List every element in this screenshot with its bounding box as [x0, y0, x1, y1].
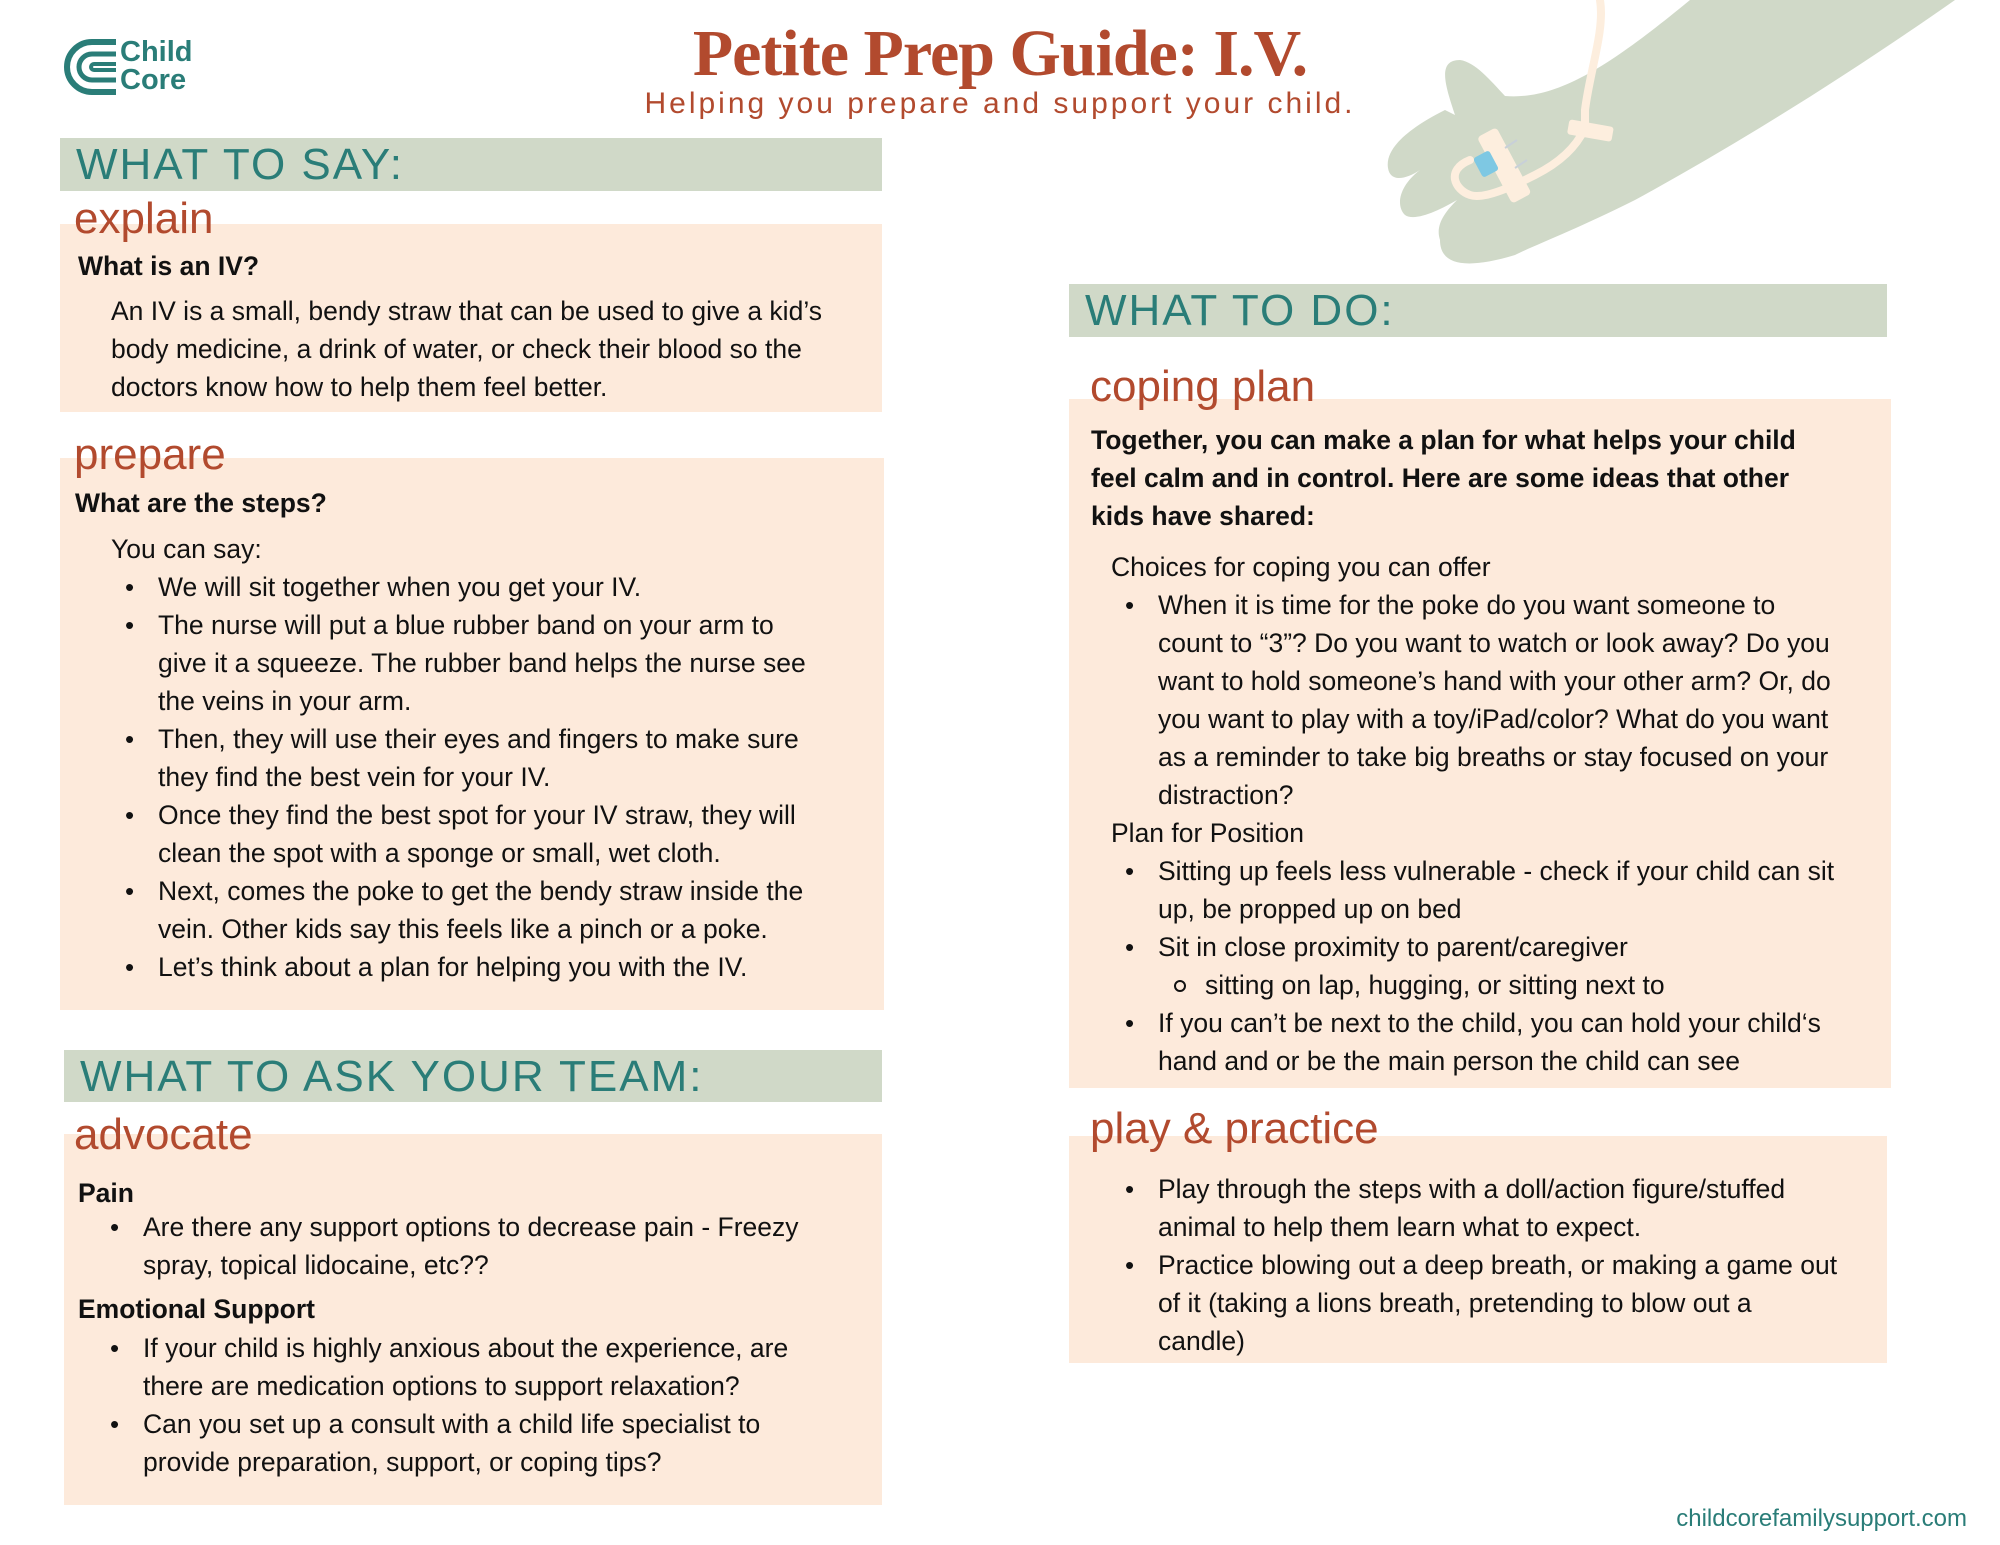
- position-label: Plan for Position: [1111, 818, 1304, 848]
- logo-line-1: Child: [120, 36, 193, 68]
- text-line: give it a squeeze. The rubber band helps the nurse see: [158, 648, 806, 678]
- intro-line: Together, you can make a plan for what helps your child: [1091, 425, 1796, 455]
- text-line: sitting on lap, hugging, or sitting next to: [1205, 970, 1665, 1000]
- list-item: [1111, 586, 1881, 814]
- text-line: animal to help them learn what to expect.: [1158, 1212, 1642, 1242]
- list-item: [111, 720, 871, 796]
- list-item: [111, 568, 871, 606]
- text-line: • Play through the steps with a doll/action figure/stuffed: [1158, 1174, 1786, 1204]
- list-item: [111, 948, 871, 986]
- text-line: • Next, comes the poke to get the bendy straw inside the: [158, 876, 804, 906]
- page-subtitle: Helping you prepare and support your child.: [644, 87, 1356, 120]
- page-title: Petite Prep Guide: I.V.: [692, 17, 1308, 90]
- coping-plan-intro: [1091, 421, 1796, 535]
- list-item: [1111, 928, 1881, 1004]
- explain-line: An IV is a small, bendy straw that can be used to give a kid’s: [111, 296, 822, 326]
- list-item: [96, 1405, 866, 1481]
- section-bar-what-to-say: [60, 138, 882, 191]
- play-practice-title: play & practice: [1090, 1104, 1379, 1153]
- explain-line: doctors know how to help them feel better.: [111, 372, 608, 402]
- text-line: clean the spot with a sponge or small, wet cloth.: [158, 838, 721, 868]
- text-line: vein. Other kids say this feels like a pinch or a poke.: [158, 914, 768, 944]
- text-line: • Are there any support options to decrease pain - Freezy: [143, 1212, 799, 1242]
- sub-list-item: [1158, 966, 1881, 1004]
- position-list: [1111, 852, 1881, 1080]
- text-line: want to hold someone’s hand with your other arm? Or, do: [1158, 666, 1831, 696]
- list-item: [111, 606, 871, 720]
- section-heading: WHAT TO SAY:: [76, 140, 405, 189]
- text-line: count to “3”? Do you want to watch or look away? Do you: [1158, 628, 1830, 658]
- text-line: • Let’s think about a plan for helping you with the IV.: [158, 952, 748, 982]
- pain-list: [96, 1208, 866, 1284]
- text-line: • The nurse will put a blue rubber band on your arm to: [158, 610, 774, 640]
- section-bar-what-to-ask: [64, 1050, 882, 1102]
- text-line: you want to play with a toy/iPad/color? What do you want: [1158, 704, 1829, 734]
- website-link[interactable]: childcorefamilysupport.com: [1676, 1505, 1967, 1532]
- text-line: distraction?: [1158, 780, 1294, 810]
- text-line: • Once they find the best spot for your IV straw, they will: [158, 800, 796, 830]
- intro-line: feel calm and in control. Here are some ideas that other: [1091, 463, 1790, 493]
- prepare-question: What are the steps?: [75, 488, 327, 518]
- text-line: they find the best vein for your IV.: [158, 762, 551, 792]
- prepare-intro: You can say:: [111, 534, 262, 564]
- text-line: up, be propped up on bed: [1158, 894, 1462, 924]
- text-line: as a reminder to take big breaths or stay focused on your: [1158, 742, 1829, 772]
- text-line: candle): [1158, 1326, 1245, 1356]
- list-item: [96, 1208, 866, 1284]
- text-line: • Sit in close proximity to parent/caregiver: [1158, 932, 1628, 962]
- text-line: • Can you set up a consult with a child life specialist to: [143, 1409, 761, 1439]
- text-line: spray, topical lidocaine, etc??: [143, 1250, 489, 1280]
- list-item: [111, 796, 871, 872]
- list-item: [111, 872, 871, 948]
- logo-line-2: Core: [120, 64, 187, 96]
- section-heading: WHAT TO DO:: [1085, 286, 1395, 335]
- text-line: • If your child is highly anxious about the experience, are: [143, 1333, 789, 1363]
- hand-with-iv-icon: [1385, 0, 2000, 265]
- coping-plan-title: coping plan: [1090, 362, 1316, 411]
- text-line: hand and or be the main person the child can see: [1158, 1046, 1740, 1076]
- pain-label: Pain: [78, 1178, 134, 1208]
- text-line: • If you can’t be next to the child, you can hold your child‘s: [1158, 1008, 1821, 1038]
- explain-body: [111, 292, 822, 406]
- section-heading: WHAT TO ASK YOUR TEAM:: [80, 1052, 704, 1101]
- emotional-support-list: [96, 1329, 866, 1481]
- text-line: of it (taking a lions breath, pretending to blow out a: [1158, 1288, 1752, 1318]
- choices-list: [1111, 586, 1881, 814]
- arm-shape: [1388, 0, 1955, 263]
- prepare-steps-list: [111, 568, 871, 986]
- explain-question: What is an IV?: [78, 251, 260, 281]
- text-line: • Then, they will use their eyes and fingers to make sure: [158, 724, 799, 754]
- list-item: [1111, 852, 1881, 928]
- text-line: • Sitting up feels less vulnerable - check if your child can sit: [1158, 856, 1835, 886]
- list-item: [1111, 1170, 1881, 1246]
- prepare-title: prepare: [74, 430, 226, 479]
- choices-label: Choices for coping you can offer: [1111, 552, 1491, 582]
- intro-line: kids have shared:: [1091, 501, 1315, 531]
- emotional-support-label: Emotional Support: [78, 1294, 316, 1324]
- play-practice-list: [1111, 1170, 1881, 1360]
- section-bar-what-to-do: [1069, 284, 1887, 337]
- text-line: • Practice blowing out a deep breath, or making a game out: [1158, 1250, 1838, 1280]
- text-line: • When it is time for the poke do you want someone to: [1158, 590, 1776, 620]
- advocate-title: advocate: [74, 1110, 253, 1159]
- explain-line: body medicine, a drink of water, or check their blood so the: [111, 334, 802, 364]
- text-line: the veins in your arm.: [158, 686, 412, 716]
- list-item: [1111, 1246, 1881, 1360]
- list-item: [96, 1329, 866, 1405]
- text-line: provide preparation, support, or coping tips?: [143, 1447, 662, 1477]
- list-item: [1111, 1004, 1881, 1080]
- text-line: • We will sit together when you get your IV.: [158, 572, 642, 602]
- explain-title: explain: [74, 194, 214, 243]
- text-line: there are medication options to support relaxation?: [143, 1371, 740, 1401]
